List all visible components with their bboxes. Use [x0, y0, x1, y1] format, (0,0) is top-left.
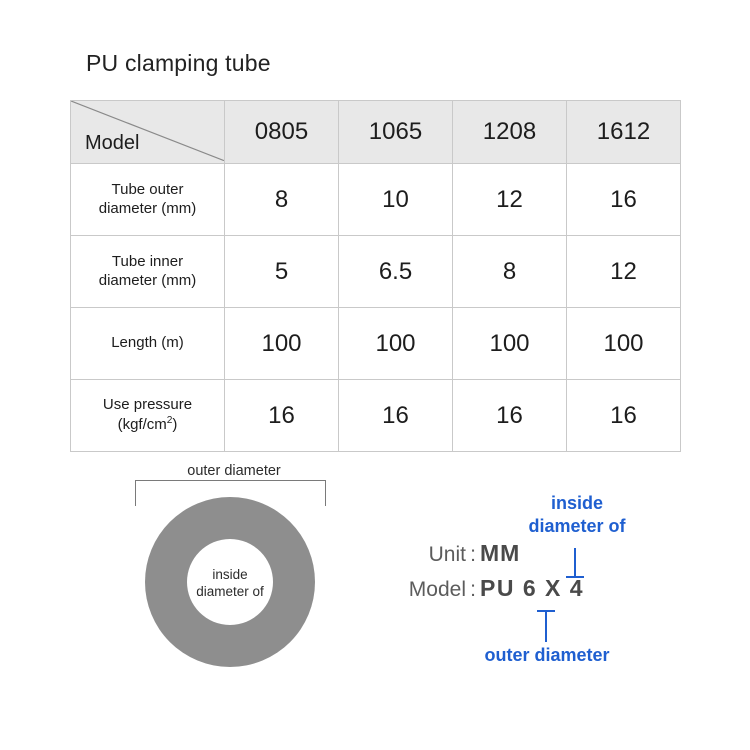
row-label-tube-inner-diameter: [71, 236, 225, 308]
table-corner-cell: [71, 101, 225, 164]
dimension-tick-right: [325, 480, 326, 506]
leader-line-outer: [545, 612, 547, 642]
cell-length-1208: 100: [453, 308, 567, 380]
cell-length-1612: 100: [567, 308, 681, 380]
cell-inner-0805: 5: [225, 236, 339, 308]
outer-diameter-dimension-line: [135, 480, 325, 481]
table-corner-label: Model: [85, 132, 140, 154]
cell-pressure-0805: 16: [225, 380, 339, 452]
row-label-length: [71, 308, 225, 380]
tube-bore-icon: [187, 539, 273, 625]
cell-length-0805: 100: [225, 308, 339, 380]
note-inside-diameter: [462, 492, 692, 537]
note-inside-diameter-line1: inside: [550, 493, 603, 513]
row-label-line2: diameter (mm): [98, 271, 197, 289]
model-inner-digit: 6: [522, 575, 538, 601]
model-prefix: PU: [480, 575, 515, 601]
unit-row: [374, 540, 714, 567]
model-code-value: [480, 575, 584, 602]
model-multiply-sign: X: [545, 575, 562, 601]
inside-diameter-label-line2: diameter of: [196, 583, 264, 599]
row-label-line1: Tube inner: [111, 252, 184, 270]
cell-outer-0805: 8: [225, 164, 339, 236]
unit-colon: :: [470, 543, 476, 566]
page-title: PU clamping tube: [86, 50, 271, 76]
cell-inner-1065: 6.5: [339, 236, 453, 308]
table-row: [71, 164, 681, 236]
tube-ring-icon: [145, 497, 315, 667]
cell-outer-1612: 16: [567, 164, 681, 236]
row-label-line2: diameter (mm): [98, 199, 197, 217]
unit-value: MM: [480, 540, 521, 566]
model-header-1065: 1065: [339, 101, 453, 164]
cell-pressure-1065: 16: [339, 380, 453, 452]
row-label-tube-outer-diameter: [71, 164, 225, 236]
cell-outer-1065: 10: [339, 164, 453, 236]
model-header-0805: 0805: [225, 101, 339, 164]
model-outer-digit: 4: [569, 575, 585, 601]
outer-diameter-label: outer diameter: [150, 463, 318, 479]
cell-inner-1612: 12: [567, 236, 681, 308]
row-label-use-pressure: [71, 380, 225, 452]
table-row: [71, 308, 681, 380]
model-key-label: Model: [408, 578, 466, 601]
row-label-line1: Length (m): [111, 334, 184, 352]
cell-pressure-1208: 16: [453, 380, 567, 452]
cell-outer-1208: 12: [453, 164, 567, 236]
inside-diameter-label: [165, 567, 295, 601]
cell-length-1065: 100: [339, 308, 453, 380]
model-header-1208: 1208: [453, 101, 567, 164]
spec-table: [70, 100, 681, 452]
note-outer-diameter: outer diameter: [484, 645, 610, 665]
table-row: [71, 236, 681, 308]
row-label-line1: Use pressure: [102, 396, 193, 414]
tube-cross-section-diagram: [120, 455, 340, 670]
dimension-tick-left: [135, 480, 136, 506]
cell-inner-1208: 8: [453, 236, 567, 308]
leader-cap-outer: [537, 610, 555, 612]
cell-pressure-1612: 16: [567, 380, 681, 452]
row-label-line1: Tube outer: [111, 180, 184, 198]
model-row: [374, 575, 714, 602]
unit-model-legend: [374, 540, 714, 610]
note-inside-diameter-line2: diameter of: [528, 515, 626, 536]
model-header-1612: 1612: [567, 101, 681, 164]
table-row: [71, 380, 681, 452]
row-label-line2: $(kgf/cm^2)$: [117, 415, 178, 433]
unit-key-label: Unit: [428, 543, 466, 566]
table-header-row: [71, 101, 681, 164]
model-colon: :: [470, 578, 476, 601]
inside-diameter-label-line1: inside: [212, 567, 248, 582]
